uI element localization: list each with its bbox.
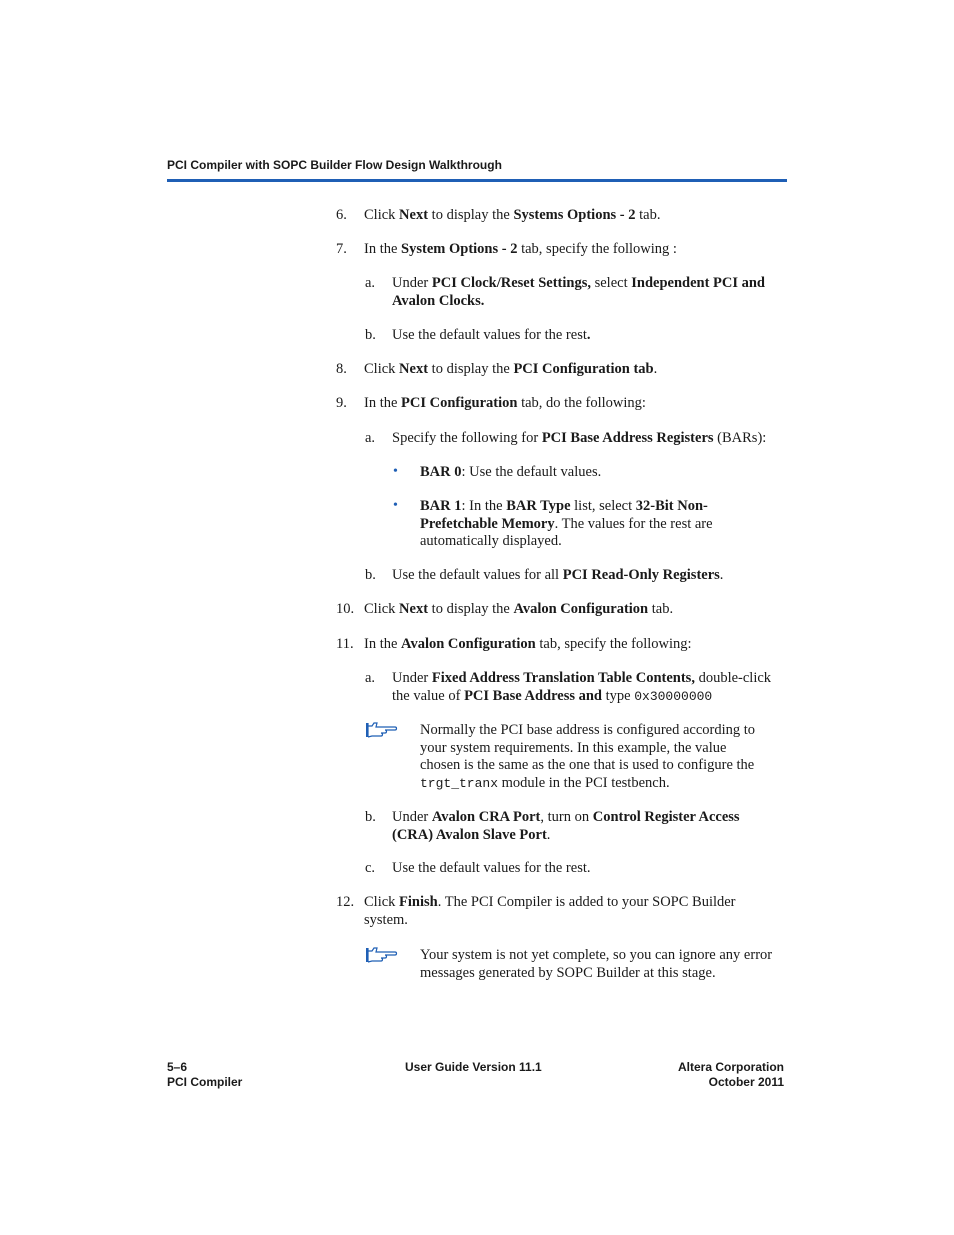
header-rule	[167, 179, 787, 182]
footer-guide-version: User Guide Version 11.1	[405, 1060, 542, 1074]
step-11b-text: Under Avalon CRA Port, turn on Control Register Access (CRA) Avalon Slave Port.	[392, 809, 740, 843]
step-9b-text: Use the default values for all PCI Read-Only Registers.	[392, 567, 724, 583]
substep-letter: b.	[365, 567, 376, 583]
substep-letter: a.	[365, 670, 376, 686]
pointing-hand-icon	[365, 720, 399, 746]
step-7b-text: Use the default values for the rest.	[392, 327, 591, 343]
footer-company: Altera Corporation	[677, 1060, 784, 1074]
bullet-bar1-text: BAR 1: In the BAR Type list, select 32-Bit Non- Prefetchable Memory. The values for the rest are automatically displayed.	[420, 498, 713, 549]
substep-letter: b.	[365, 327, 376, 343]
substep-letter: b.	[365, 809, 376, 825]
step-number: 7.	[336, 241, 347, 257]
bullet-icon: •	[393, 464, 398, 479]
footer-right	[640, 1060, 784, 1090]
step-number: 11.	[336, 636, 354, 652]
step-11-text: In the Avalon Configuration tab, specify the following:	[364, 636, 692, 652]
step-number: 12.	[336, 894, 355, 910]
step-number: 6.	[336, 207, 347, 223]
substep-letter: a.	[365, 275, 376, 291]
bullet-bar0-text: BAR 0: Use the default values.	[420, 464, 602, 480]
step-11a-text: Under Fixed Address Translation Table Contents, double-click the value of PCI Base Address and type 0x30000000	[392, 670, 772, 704]
note-2-text: Your system is not yet complete, so you can ignore any error messages generated by SOPC Builder at this stage.	[420, 947, 773, 981]
page-header: PCI Compiler with SOPC Builder Flow Design Walkthrough	[167, 158, 502, 172]
step-7a-text: Under PCI Clock/Reset Settings, select Independent PCI and Avalon Clocks.	[392, 275, 765, 309]
substep-letter: c.	[365, 860, 376, 876]
step-6-text: Click Next to display the Systems Options - 2 tab.	[364, 207, 661, 223]
step-9-text: In the PCI Configuration tab, do the following:	[364, 395, 646, 411]
bullet-icon: •	[393, 498, 398, 513]
step-8-text: Click Next to display the PCI Configuration tab.	[364, 361, 658, 377]
footer-page-number: 5–6	[167, 1060, 188, 1074]
step-7-text: In the System Options - 2 tab, specify the following :	[364, 241, 677, 257]
footer-date: October 2011	[708, 1075, 784, 1089]
step-number: 8.	[336, 361, 347, 377]
step-9a-text: Specify the following for PCI Base Address Registers (BARs):	[392, 430, 767, 446]
step-12-text: Click Finish. The PCI Compiler is added to your SOPC Builder system.	[364, 894, 736, 928]
step-10-text: Click Next to display the Avalon Configuration tab.	[364, 601, 674, 617]
step-number: 9.	[336, 395, 347, 411]
step-number: 10.	[336, 601, 355, 617]
step-11c-text: Use the default values for the rest.	[392, 860, 591, 876]
note-1-text: Normally the PCI base address is configured according to your system requirements. In this example, the value chosen is the same as the one that is used to configure the trgt_tranx module in the PCI testbench.	[420, 722, 756, 791]
substep-letter: a.	[365, 430, 376, 446]
footer-left	[167, 1060, 242, 1090]
footer-product: PCI Compiler	[167, 1075, 243, 1089]
pointing-hand-icon	[365, 945, 399, 971]
